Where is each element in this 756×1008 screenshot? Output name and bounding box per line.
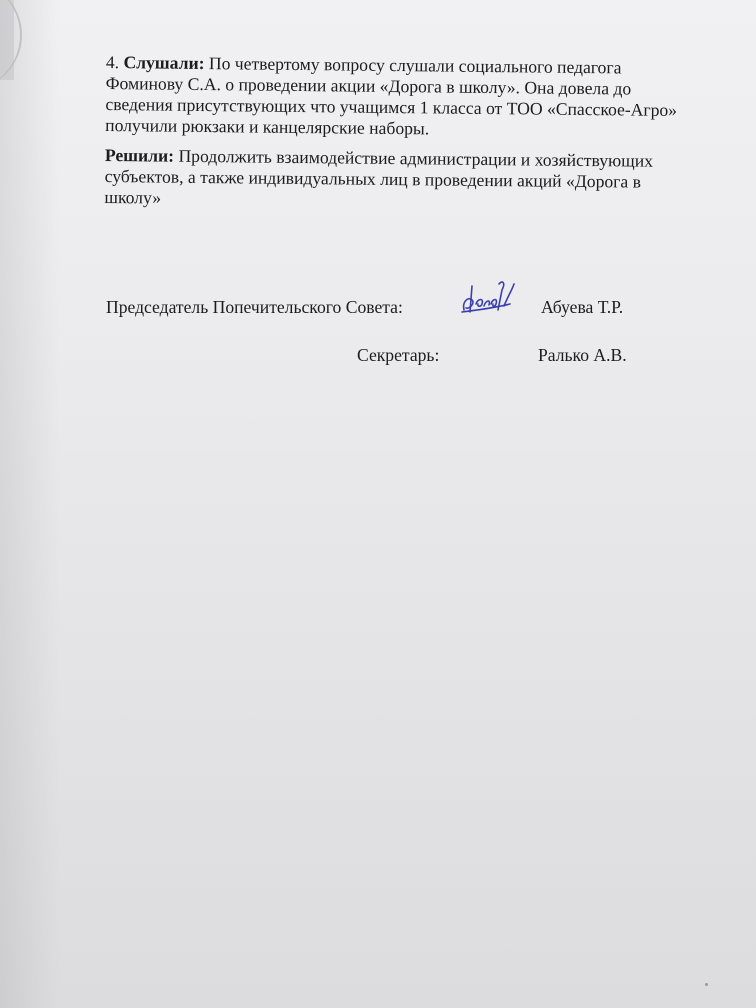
heard-text-line: получили рюкзаки и канцелярские наборы.	[105, 114, 430, 139]
item-number: 4.	[105, 52, 120, 73]
document-body	[104, 52, 756, 215]
item-4-heard	[105, 52, 756, 143]
secretary-name: Ралько А.В.	[538, 345, 627, 365]
decided-text-line: субъектов, а также индивидуальных лиц в проведении акций «Дорога в	[104, 165, 642, 192]
chair-name: Абуева Т.Р.	[541, 297, 624, 317]
page-shadow	[0, 0, 60, 1008]
item-4-decided	[104, 145, 755, 215]
heard-label: Слушали:	[123, 52, 205, 74]
paper-speck	[705, 983, 708, 986]
secretary-title: Секретарь:	[357, 345, 440, 365]
heard-text-line: сведения присутствующих что учащимся 1 класса от ТОО «Спасское-Агро»	[105, 93, 678, 120]
chair-title: Председатель Попечительского Совета:	[106, 297, 403, 317]
heard-text-line: Фоминову С.А. о проведении акции «Дорога в школу». Она довела до	[105, 72, 632, 99]
decided-text-line: школу»	[104, 186, 162, 208]
decided-text-line: Продолжить взаимодействие администрации и хозяйствующих	[178, 145, 654, 171]
decided-label: Решили:	[104, 144, 175, 166]
heard-text-line: По четвертому вопросу слушали социального педагога	[208, 53, 622, 78]
handwritten-signature	[458, 276, 518, 320]
